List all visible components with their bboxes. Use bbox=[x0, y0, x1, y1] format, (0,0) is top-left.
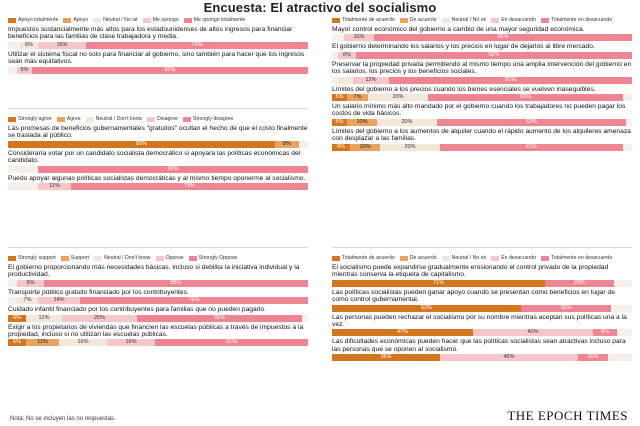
legend bbox=[332, 254, 632, 262]
question-text: Un salario mínimo más alto mandado por el gobierno cuando los trabajadores no pueden pagar los costos de vida básicos. bbox=[332, 103, 626, 118]
data-label: 16% bbox=[125, 339, 137, 346]
data-label: 30% bbox=[560, 304, 572, 311]
panel-top-right bbox=[332, 16, 632, 153]
legend-swatch bbox=[8, 18, 16, 23]
stacked-bar bbox=[8, 297, 308, 304]
question-text: Consideraría votar por un candidato socialista democrático si apoyara las políticas económicas del candidato. bbox=[8, 149, 301, 165]
question-text: Las dificultades económicas pueden hacer que las políticas socialistas sean atractivas incluso para las personas que se oponen al socialismo. bbox=[332, 338, 626, 353]
data-label: 25% bbox=[93, 314, 105, 321]
stacked-bar bbox=[332, 34, 632, 41]
panel-top-left bbox=[8, 16, 308, 76]
bar-segment bbox=[344, 34, 374, 41]
bar-remainder bbox=[623, 94, 632, 101]
bar-segment bbox=[440, 144, 623, 151]
data-label: 47% bbox=[396, 329, 408, 336]
legend-label: En desacuerdo bbox=[501, 17, 537, 23]
legend-label: Strongly disagree bbox=[192, 116, 234, 122]
legend-label: Neutral / Don't know bbox=[95, 116, 143, 122]
bar-segment bbox=[59, 339, 107, 346]
legend-swatch bbox=[93, 18, 101, 23]
bar-segment bbox=[338, 77, 353, 84]
bar-segment bbox=[593, 329, 617, 336]
legend-swatch bbox=[94, 256, 102, 261]
question-text: Límites del gobierno a los precios cuando los bienes esenciales se vuelven inasequibles. bbox=[332, 85, 596, 93]
legend-item bbox=[541, 255, 612, 261]
bar-segment bbox=[521, 305, 611, 312]
legend-label: De acuerdo bbox=[409, 255, 437, 261]
data-label: 20% bbox=[404, 143, 416, 150]
legend-item bbox=[63, 17, 88, 23]
legend-label: Totalmente en desacuerdo bbox=[551, 255, 613, 261]
bar-segment bbox=[338, 52, 356, 59]
bar-segment bbox=[38, 183, 71, 190]
question-text: Exigir a los propietarios de viviendas que financien las escuelas públicas a través de impuestos a la propiedad, incluso si no utilizan las escuelas públicas. bbox=[8, 323, 304, 339]
legend-label: Neutral / Don't know bbox=[103, 255, 151, 261]
stacked-bar bbox=[332, 119, 632, 126]
question-text: El gobierno determinando los salarios y los precios en lugar de dejarlos al libre mercado. bbox=[332, 43, 595, 51]
bar-segment bbox=[71, 183, 308, 190]
legend-item bbox=[8, 17, 58, 23]
bar-segment bbox=[155, 339, 308, 346]
legend bbox=[332, 16, 632, 24]
panel-mid-left bbox=[8, 115, 308, 192]
legend-item bbox=[189, 255, 238, 261]
survey-item bbox=[8, 306, 308, 321]
data-label: 74% bbox=[191, 41, 203, 48]
bar-remainder bbox=[617, 329, 632, 336]
data-label: 71% bbox=[432, 279, 444, 286]
bar-segment bbox=[332, 94, 347, 101]
bar-segment bbox=[80, 297, 308, 304]
legend-swatch bbox=[184, 18, 192, 23]
bar-segment bbox=[38, 42, 86, 49]
stacked-bar bbox=[332, 52, 632, 59]
survey-item bbox=[8, 175, 308, 190]
bar-segment bbox=[8, 141, 275, 148]
bar-segment bbox=[377, 119, 437, 126]
question-text: El socialismo puede expandirse gradualmente erosionando el control privado de la propiedad mientras conserva la etiqueta de capitalismo. bbox=[332, 264, 609, 279]
legend-item bbox=[400, 17, 437, 23]
stacked-bar bbox=[8, 42, 308, 49]
legend-label: Me opongo bbox=[152, 17, 179, 23]
bar-segment bbox=[137, 315, 302, 322]
data-label: 11% bbox=[49, 183, 60, 190]
data-label: 16% bbox=[77, 339, 89, 346]
survey-item bbox=[332, 86, 632, 101]
stacked-bar bbox=[8, 67, 308, 74]
survey-item bbox=[332, 264, 632, 287]
chart-title: Encuesta: El atractivo del socialismo bbox=[203, 0, 437, 15]
stacked-bar bbox=[332, 77, 632, 84]
bar-segment bbox=[44, 280, 308, 287]
legend-label: Neutral / No sé bbox=[451, 255, 487, 261]
bar-segment bbox=[578, 354, 608, 361]
bar-segment bbox=[38, 297, 80, 304]
question-text: Cuidado infantil financiado por los contribuyentes para familias que no pueden pagarlo. bbox=[8, 306, 267, 314]
bar-segment bbox=[86, 42, 308, 49]
legend-item bbox=[86, 116, 143, 122]
data-label: 6% bbox=[343, 51, 351, 58]
legend-label: Totalmente en desacuerdo bbox=[551, 17, 613, 23]
legend-label: Neutral / No sé bbox=[103, 17, 138, 23]
bar-segment bbox=[332, 144, 350, 151]
legend-swatch bbox=[541, 18, 549, 23]
legend-label: Apoyo totalmente bbox=[18, 17, 59, 23]
bar-segment bbox=[368, 94, 428, 101]
legend-item bbox=[93, 17, 138, 23]
stacked-bar bbox=[8, 315, 308, 322]
legend-label: En desacuerdo bbox=[501, 255, 537, 261]
data-label: 88% bbox=[170, 279, 182, 286]
data-label: 63% bbox=[420, 304, 432, 311]
stacked-bar bbox=[332, 94, 632, 101]
bar-remainder bbox=[8, 166, 38, 173]
bar-segment bbox=[275, 141, 299, 148]
bar-segment bbox=[62, 315, 137, 322]
bar-segment bbox=[353, 77, 389, 84]
data-label: 23% bbox=[573, 279, 585, 286]
legend-item bbox=[57, 116, 81, 122]
legend-item bbox=[147, 116, 178, 122]
legend-item bbox=[183, 116, 233, 122]
legend-swatch bbox=[63, 18, 71, 23]
question-text: Límites del gobierno a los aumentos de alquiler cuando el rápido aumento de los alquileres amenaza con desplazar a las familias. bbox=[332, 127, 631, 143]
survey-item bbox=[8, 26, 308, 49]
bar-segment bbox=[440, 354, 578, 361]
data-label: 65% bbox=[519, 94, 531, 101]
bar-segment bbox=[107, 339, 155, 346]
question-text: Las políticas socialistas pueden ganar apoyo cuando se presentan como beneficios en lugar de como control gubernamental. bbox=[332, 288, 615, 304]
bar-segment bbox=[437, 119, 626, 126]
question-text: Las promesas de beneficios gubernamentales "gratuitos" ocultan el hecho de que el costo finalmente se traslada al público. bbox=[8, 125, 308, 140]
bar-segment bbox=[347, 94, 368, 101]
legend-label: Me opongo totalmente bbox=[193, 17, 246, 23]
legend-label: Apoyo bbox=[73, 17, 89, 23]
survey-item bbox=[8, 51, 308, 74]
stacked-bar bbox=[332, 280, 632, 287]
legend-swatch bbox=[8, 256, 16, 261]
legend-label: Strongly agree bbox=[18, 116, 52, 122]
data-label: 20% bbox=[401, 118, 413, 125]
bar-segment bbox=[17, 67, 32, 74]
bar-segment bbox=[350, 144, 380, 151]
question-text: El gobierno proporcionando más necesidades básicas, incluso si debilita la iniciativa individual y la productividad. bbox=[8, 264, 300, 279]
legend-label: Totalmente de acuerdo bbox=[342, 255, 395, 261]
legend-item bbox=[332, 255, 395, 261]
bar-remainder bbox=[626, 119, 632, 126]
legend-label: Neutral / No sé bbox=[451, 17, 487, 23]
legend bbox=[8, 115, 308, 123]
data-label: 7% bbox=[23, 297, 32, 304]
legend-label: De acuerdo bbox=[409, 17, 437, 23]
bar-segment bbox=[8, 315, 26, 322]
legend-item bbox=[442, 255, 487, 261]
data-label: 92% bbox=[488, 51, 500, 58]
bar-remainder bbox=[8, 280, 17, 287]
bar-remainder bbox=[8, 67, 17, 74]
bar-remainder bbox=[623, 144, 632, 151]
data-label: 63% bbox=[525, 118, 537, 125]
legend-swatch bbox=[442, 18, 450, 23]
data-label: 92% bbox=[164, 66, 176, 73]
data-label: 51% bbox=[225, 339, 237, 346]
bar-segment bbox=[374, 34, 632, 41]
bar-segment bbox=[428, 94, 623, 101]
survey-item bbox=[8, 324, 308, 347]
data-label: 6% bbox=[25, 41, 33, 48]
legend-label: Totalmente de acuerdo bbox=[342, 17, 395, 23]
bar-segment bbox=[380, 144, 440, 151]
legend-item bbox=[491, 255, 536, 261]
legend-item bbox=[400, 255, 437, 261]
data-label: 81% bbox=[504, 76, 516, 83]
bar-segment bbox=[332, 329, 473, 336]
stacked-bar bbox=[8, 166, 308, 173]
question-text: Las personas pueden rechazar el socialismo por su nombre mientras aceptan sus políticas una a la vez. bbox=[332, 313, 627, 329]
legend-label: Support bbox=[70, 255, 89, 261]
data-label: 12% bbox=[365, 76, 377, 83]
bar-remainder bbox=[299, 141, 308, 148]
data-label: 8% bbox=[283, 140, 291, 147]
data-label: 9% bbox=[26, 279, 35, 286]
data-label: 76% bbox=[188, 297, 200, 304]
legend-item bbox=[541, 17, 612, 23]
legend-label: Strongly support bbox=[18, 255, 56, 261]
legend-swatch bbox=[541, 256, 549, 261]
survey-item bbox=[8, 289, 308, 304]
legend bbox=[8, 16, 308, 24]
data-label: 8% bbox=[601, 329, 609, 336]
bar-remainder bbox=[302, 315, 308, 322]
brand-logo: THE EPOCH TIMES bbox=[507, 408, 628, 423]
bar-segment bbox=[26, 339, 59, 346]
stacked-bar bbox=[332, 305, 632, 312]
data-label: 90% bbox=[167, 165, 179, 172]
legend-label: Oppose bbox=[165, 255, 184, 261]
legend-swatch bbox=[332, 18, 340, 23]
data-label: 11% bbox=[37, 339, 48, 346]
bar-segment bbox=[389, 77, 632, 84]
survey-item bbox=[332, 103, 632, 126]
question-text: Mayor control económico del gobierno a cambio de una mayor seguridad económica. bbox=[332, 26, 585, 33]
legend-item bbox=[61, 255, 89, 261]
data-label: 6% bbox=[337, 143, 345, 150]
data-label: 6% bbox=[13, 314, 21, 321]
bar-remainder bbox=[8, 42, 20, 49]
legend-swatch bbox=[61, 256, 69, 261]
legend-swatch bbox=[332, 256, 340, 261]
legend-swatch bbox=[57, 117, 65, 122]
bar-segment bbox=[332, 280, 545, 287]
bar-remainder bbox=[8, 183, 38, 190]
survey-item bbox=[8, 125, 308, 148]
survey-item bbox=[332, 128, 632, 151]
data-label: 16% bbox=[56, 41, 68, 48]
bar-segment bbox=[20, 42, 38, 49]
legend-swatch bbox=[491, 256, 499, 261]
data-label: 10% bbox=[359, 143, 371, 150]
data-label: 6% bbox=[13, 339, 21, 346]
data-label: 20% bbox=[392, 94, 404, 101]
bar-remainder bbox=[614, 280, 632, 287]
survey-item bbox=[332, 314, 632, 337]
legend-swatch bbox=[491, 18, 499, 23]
bar-segment bbox=[545, 280, 614, 287]
stacked-bar bbox=[8, 141, 308, 148]
legend-swatch bbox=[442, 256, 450, 261]
legend-swatch bbox=[8, 117, 16, 122]
bar-remainder bbox=[611, 305, 632, 312]
survey-item bbox=[332, 289, 632, 312]
survey-item bbox=[332, 43, 632, 58]
bar-remainder bbox=[8, 297, 17, 304]
survey-item bbox=[332, 26, 632, 41]
bar-segment bbox=[356, 52, 632, 59]
legend-swatch bbox=[183, 117, 191, 122]
stacked-bar bbox=[8, 339, 308, 346]
question-text: Utilizar el sistema fiscal no solo para financiar al gobierno, sino también para hacer que los ingresos sean más equitativos. bbox=[8, 50, 305, 66]
data-label: 5% bbox=[335, 118, 344, 125]
question-text: Preservar la propiedad privada permitiendo al mismo tiempo una amplia intervención del gobierno en los salarios, los precios y los beneficios sociales. bbox=[332, 60, 632, 76]
bar-segment bbox=[332, 305, 521, 312]
legend-swatch bbox=[143, 18, 151, 23]
data-label: 5% bbox=[20, 66, 29, 73]
bar-segment bbox=[332, 119, 347, 126]
bar-segment bbox=[26, 315, 62, 322]
legend-label: Strongly Oppose bbox=[198, 255, 238, 261]
data-label: 36% bbox=[380, 354, 392, 361]
question-text: Transporte público gratuito financiado por los contribuyentes. bbox=[8, 288, 189, 296]
data-label: 46% bbox=[503, 354, 515, 361]
data-label: 12% bbox=[38, 314, 50, 321]
panel-bottom-left bbox=[8, 254, 308, 348]
bar-segment bbox=[332, 354, 440, 361]
legend-item bbox=[491, 17, 536, 23]
data-label: 79% bbox=[183, 183, 195, 190]
legend-swatch bbox=[189, 256, 197, 261]
bar-segment bbox=[17, 280, 44, 287]
data-label: 40% bbox=[527, 329, 539, 336]
data-label: 14% bbox=[53, 297, 65, 304]
legend-swatch bbox=[86, 117, 94, 122]
question-text: Impuestos sustancialmente más altos para los estadounidenses de altos ingresos para financiar beneficios para las familias de clase trabajadora y media. bbox=[8, 26, 293, 41]
legend-item bbox=[156, 255, 184, 261]
bar-segment bbox=[32, 67, 308, 74]
legend-swatch bbox=[156, 256, 164, 261]
bar-remainder bbox=[332, 34, 344, 41]
legend-item bbox=[94, 255, 151, 261]
data-label: 86% bbox=[497, 34, 509, 41]
legend-item bbox=[8, 255, 56, 261]
legend-label: Disagree bbox=[157, 116, 178, 122]
legend bbox=[8, 254, 308, 262]
survey-item bbox=[332, 61, 632, 84]
bar-remainder bbox=[608, 354, 632, 361]
data-label: 61% bbox=[525, 143, 537, 150]
data-label: 7% bbox=[353, 94, 362, 101]
stacked-bar bbox=[332, 329, 632, 336]
data-label: 5% bbox=[335, 94, 344, 101]
bar-segment bbox=[473, 329, 593, 336]
stacked-bar bbox=[332, 144, 632, 151]
data-label: 55% bbox=[213, 314, 225, 321]
bar-segment bbox=[8, 339, 26, 346]
panel-bottom-right bbox=[332, 254, 632, 363]
data-label: 10% bbox=[353, 34, 365, 41]
footnote: Nota: No se incluyen las no respuestas. bbox=[10, 416, 116, 422]
survey-item bbox=[8, 150, 308, 173]
survey-item bbox=[8, 264, 308, 287]
data-label: 10% bbox=[356, 118, 368, 125]
legend-swatch bbox=[400, 256, 408, 261]
legend-swatch bbox=[147, 117, 155, 122]
legend-item bbox=[184, 17, 246, 23]
legend-item bbox=[442, 17, 487, 23]
legend-item bbox=[143, 17, 179, 23]
stacked-bar bbox=[8, 280, 308, 287]
question-text: Puedo apoyar algunas políticas socialistas democráticas y al mismo tiempo oponerme al socialismo. bbox=[8, 174, 306, 182]
data-label: 89% bbox=[135, 140, 147, 147]
legend-item bbox=[8, 116, 52, 122]
bar-segment bbox=[347, 119, 377, 126]
legend-swatch bbox=[400, 18, 408, 23]
data-label: 10% bbox=[587, 354, 599, 361]
bar-segment bbox=[17, 297, 38, 304]
survey-item bbox=[332, 338, 632, 361]
stacked-bar bbox=[8, 183, 308, 190]
legend-item bbox=[332, 17, 395, 23]
bar-segment bbox=[38, 166, 308, 173]
stacked-bar bbox=[332, 354, 632, 361]
legend-label: Agree bbox=[66, 116, 81, 122]
